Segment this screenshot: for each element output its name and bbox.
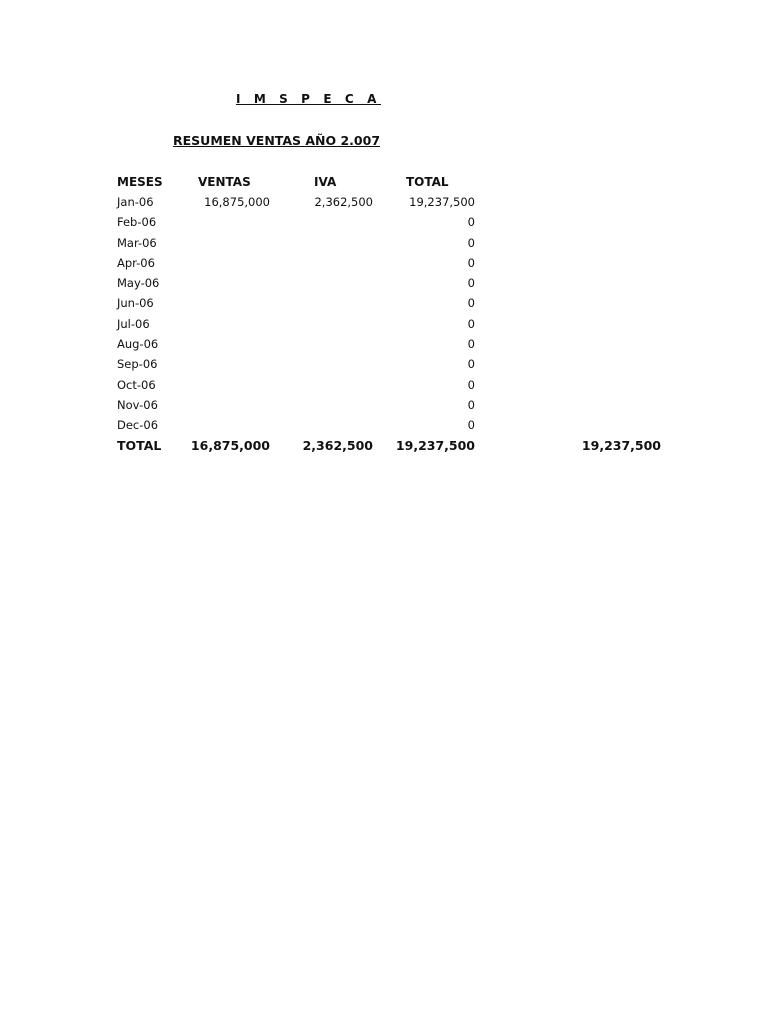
month-cell: Jun-06 <box>117 296 154 311</box>
iva-cell: 2,362,500 <box>314 195 373 209</box>
total-ventas: 16,875,000 <box>190 437 270 453</box>
table-row <box>0 212 768 232</box>
table-row <box>0 354 768 374</box>
month-cell: Jul-06 <box>117 316 150 331</box>
report-title: RESUMEN VENTAS AÑO 2.007 <box>173 133 381 148</box>
table-total-row <box>0 436 768 456</box>
table-row <box>0 293 768 313</box>
total-cell: 0 <box>467 276 475 291</box>
month-cell: Dec-06 <box>117 418 159 433</box>
month-cell: Mar-06 <box>117 235 157 250</box>
table-row <box>0 192 768 212</box>
month-cell: Sep-06 <box>117 357 158 372</box>
total-cell: 0 <box>467 296 475 311</box>
month-cell: Apr-06 <box>117 255 155 270</box>
total-cell: 0 <box>467 357 475 372</box>
table-row <box>0 273 768 293</box>
total-cell: 0 <box>467 255 475 270</box>
total-cell: 0 <box>467 377 475 392</box>
table-header-row <box>0 172 768 192</box>
header-iva: IVA <box>314 175 337 189</box>
table-row <box>0 415 768 435</box>
table-row <box>0 253 768 273</box>
total-label: TOTAL <box>117 437 162 453</box>
total-cell: 0 <box>467 397 475 412</box>
table-row <box>0 233 768 253</box>
company-name: I M S P E C A <box>236 92 382 106</box>
grand-total-extra: 19,237,500 <box>581 437 661 453</box>
total-cell: 0 <box>467 215 475 230</box>
table-row <box>0 375 768 395</box>
sales-summary-table <box>0 172 768 456</box>
month-cell: Nov-06 <box>117 397 158 412</box>
table-row <box>0 334 768 354</box>
month-cell: May-06 <box>117 276 160 291</box>
header-meses: MESES <box>117 175 163 189</box>
table-row <box>0 314 768 334</box>
table-row <box>0 395 768 415</box>
total-total: 19,237,500 <box>395 437 475 453</box>
month-cell: Feb-06 <box>117 215 157 230</box>
header-total: TOTAL <box>406 175 449 189</box>
total-cell: 0 <box>467 316 475 331</box>
total-cell: 0 <box>467 418 475 433</box>
month-cell: Aug-06 <box>117 337 159 352</box>
month-cell: Oct-06 <box>117 377 156 392</box>
ventas-cell: 16,875,000 <box>204 195 270 209</box>
total-cell: 0 <box>467 337 475 352</box>
month-cell: Jan-06 <box>117 195 154 209</box>
header-ventas: VENTAS <box>198 175 251 189</box>
total-cell: 0 <box>467 235 475 250</box>
total-iva: 2,362,500 <box>302 437 373 453</box>
total-cell: 19,237,500 <box>409 195 475 209</box>
